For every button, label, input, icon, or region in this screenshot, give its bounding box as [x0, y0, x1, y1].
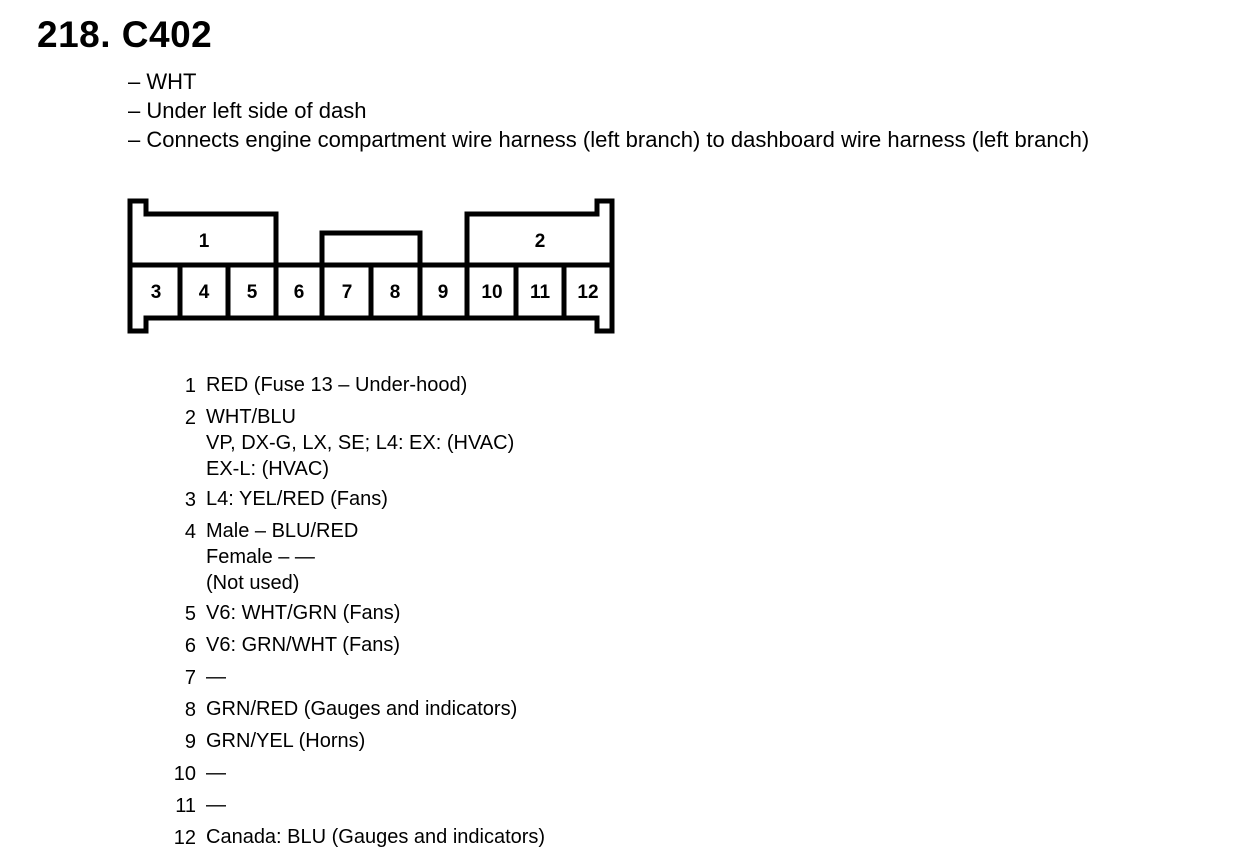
- pin-number: 8: [184, 699, 196, 721]
- pin-description: GRN/YEL (Horns): [206, 730, 366, 752]
- pin-row-9: [160, 728, 545, 756]
- pin-description: GRN/RED (Gauges and indicators): [206, 698, 518, 720]
- pin-number: 1: [184, 375, 196, 397]
- pin-description: Female – —: [206, 546, 315, 568]
- pin-row-1: [160, 372, 545, 400]
- cavity-label-11: 11: [529, 282, 551, 303]
- pin-number: 3: [184, 489, 196, 511]
- note-connection: – Connects engine compartment wire harness (left branch) to dashboard wire harness (left branch): [128, 127, 1090, 152]
- cavity-label-12: 12: [577, 282, 599, 303]
- pin-row-3: [160, 486, 545, 514]
- cavity-label-10: 10: [481, 282, 503, 303]
- cavity-label-5: 5: [246, 282, 258, 303]
- pin-description: L4: YEL/RED (Fans): [206, 488, 388, 510]
- pin-number: 4: [184, 521, 196, 543]
- pin-row-10: [160, 760, 545, 788]
- pin-description: WHT/BLU: [206, 406, 296, 428]
- pin-description: RED (Fuse 13 – Under-hood): [206, 374, 468, 396]
- pin-number: 10: [173, 763, 196, 785]
- pin-description: —: [206, 666, 226, 688]
- cavity-dividers: [180, 265, 564, 316]
- pin-row-4: [160, 518, 545, 596]
- pin-number: 9: [184, 731, 196, 753]
- pin-row-6: [160, 632, 545, 660]
- pin-row-12: [160, 824, 545, 852]
- pin-description: V6: WHT/GRN (Fans): [206, 602, 401, 624]
- note-color: – WHT: [128, 69, 197, 94]
- pin-row-8: [160, 696, 545, 724]
- pin-number: 6: [184, 635, 196, 657]
- pin-description: VP, DX-G, LX, SE; L4: EX: (HVAC): [206, 432, 515, 454]
- pin-row-7: [160, 664, 545, 692]
- pin-row-2: [160, 404, 545, 482]
- cavity-label-6: 6: [293, 282, 305, 303]
- cavity-label-8: 8: [389, 282, 401, 303]
- cavity-label-9: 9: [437, 282, 449, 303]
- pin-number: 12: [173, 827, 196, 849]
- cavity-label-1: 1: [198, 231, 210, 252]
- connector-id: C402: [121, 14, 213, 55]
- pin-number: 7: [184, 667, 196, 689]
- pin-description: V6: GRN/WHT (Fans): [206, 634, 401, 656]
- cavity-label-3: 3: [150, 282, 162, 303]
- note-location: – Under left side of dash: [128, 98, 367, 123]
- pin-row-11: [160, 792, 545, 820]
- pin-description: —: [206, 794, 226, 816]
- pin-description: EX-L: (HVAC): [206, 458, 329, 480]
- pin-description: Canada: BLU (Gauges and indicators): [206, 826, 546, 848]
- pin-list: [160, 372, 545, 852]
- connector-number: 218.: [37, 14, 112, 55]
- pin-row-5: [160, 600, 545, 628]
- pin-description: —: [206, 762, 226, 784]
- cavity-label-2: 2: [534, 231, 546, 252]
- cavity-label-7: 7: [341, 282, 353, 303]
- pin-description: Male – BLU/RED: [206, 520, 359, 542]
- pin-number: 11: [175, 795, 196, 817]
- pin-description: (Not used): [206, 572, 300, 594]
- cavity-label-4: 4: [198, 282, 210, 303]
- pin-number: 5: [184, 603, 196, 625]
- pin-number: 2: [184, 407, 196, 429]
